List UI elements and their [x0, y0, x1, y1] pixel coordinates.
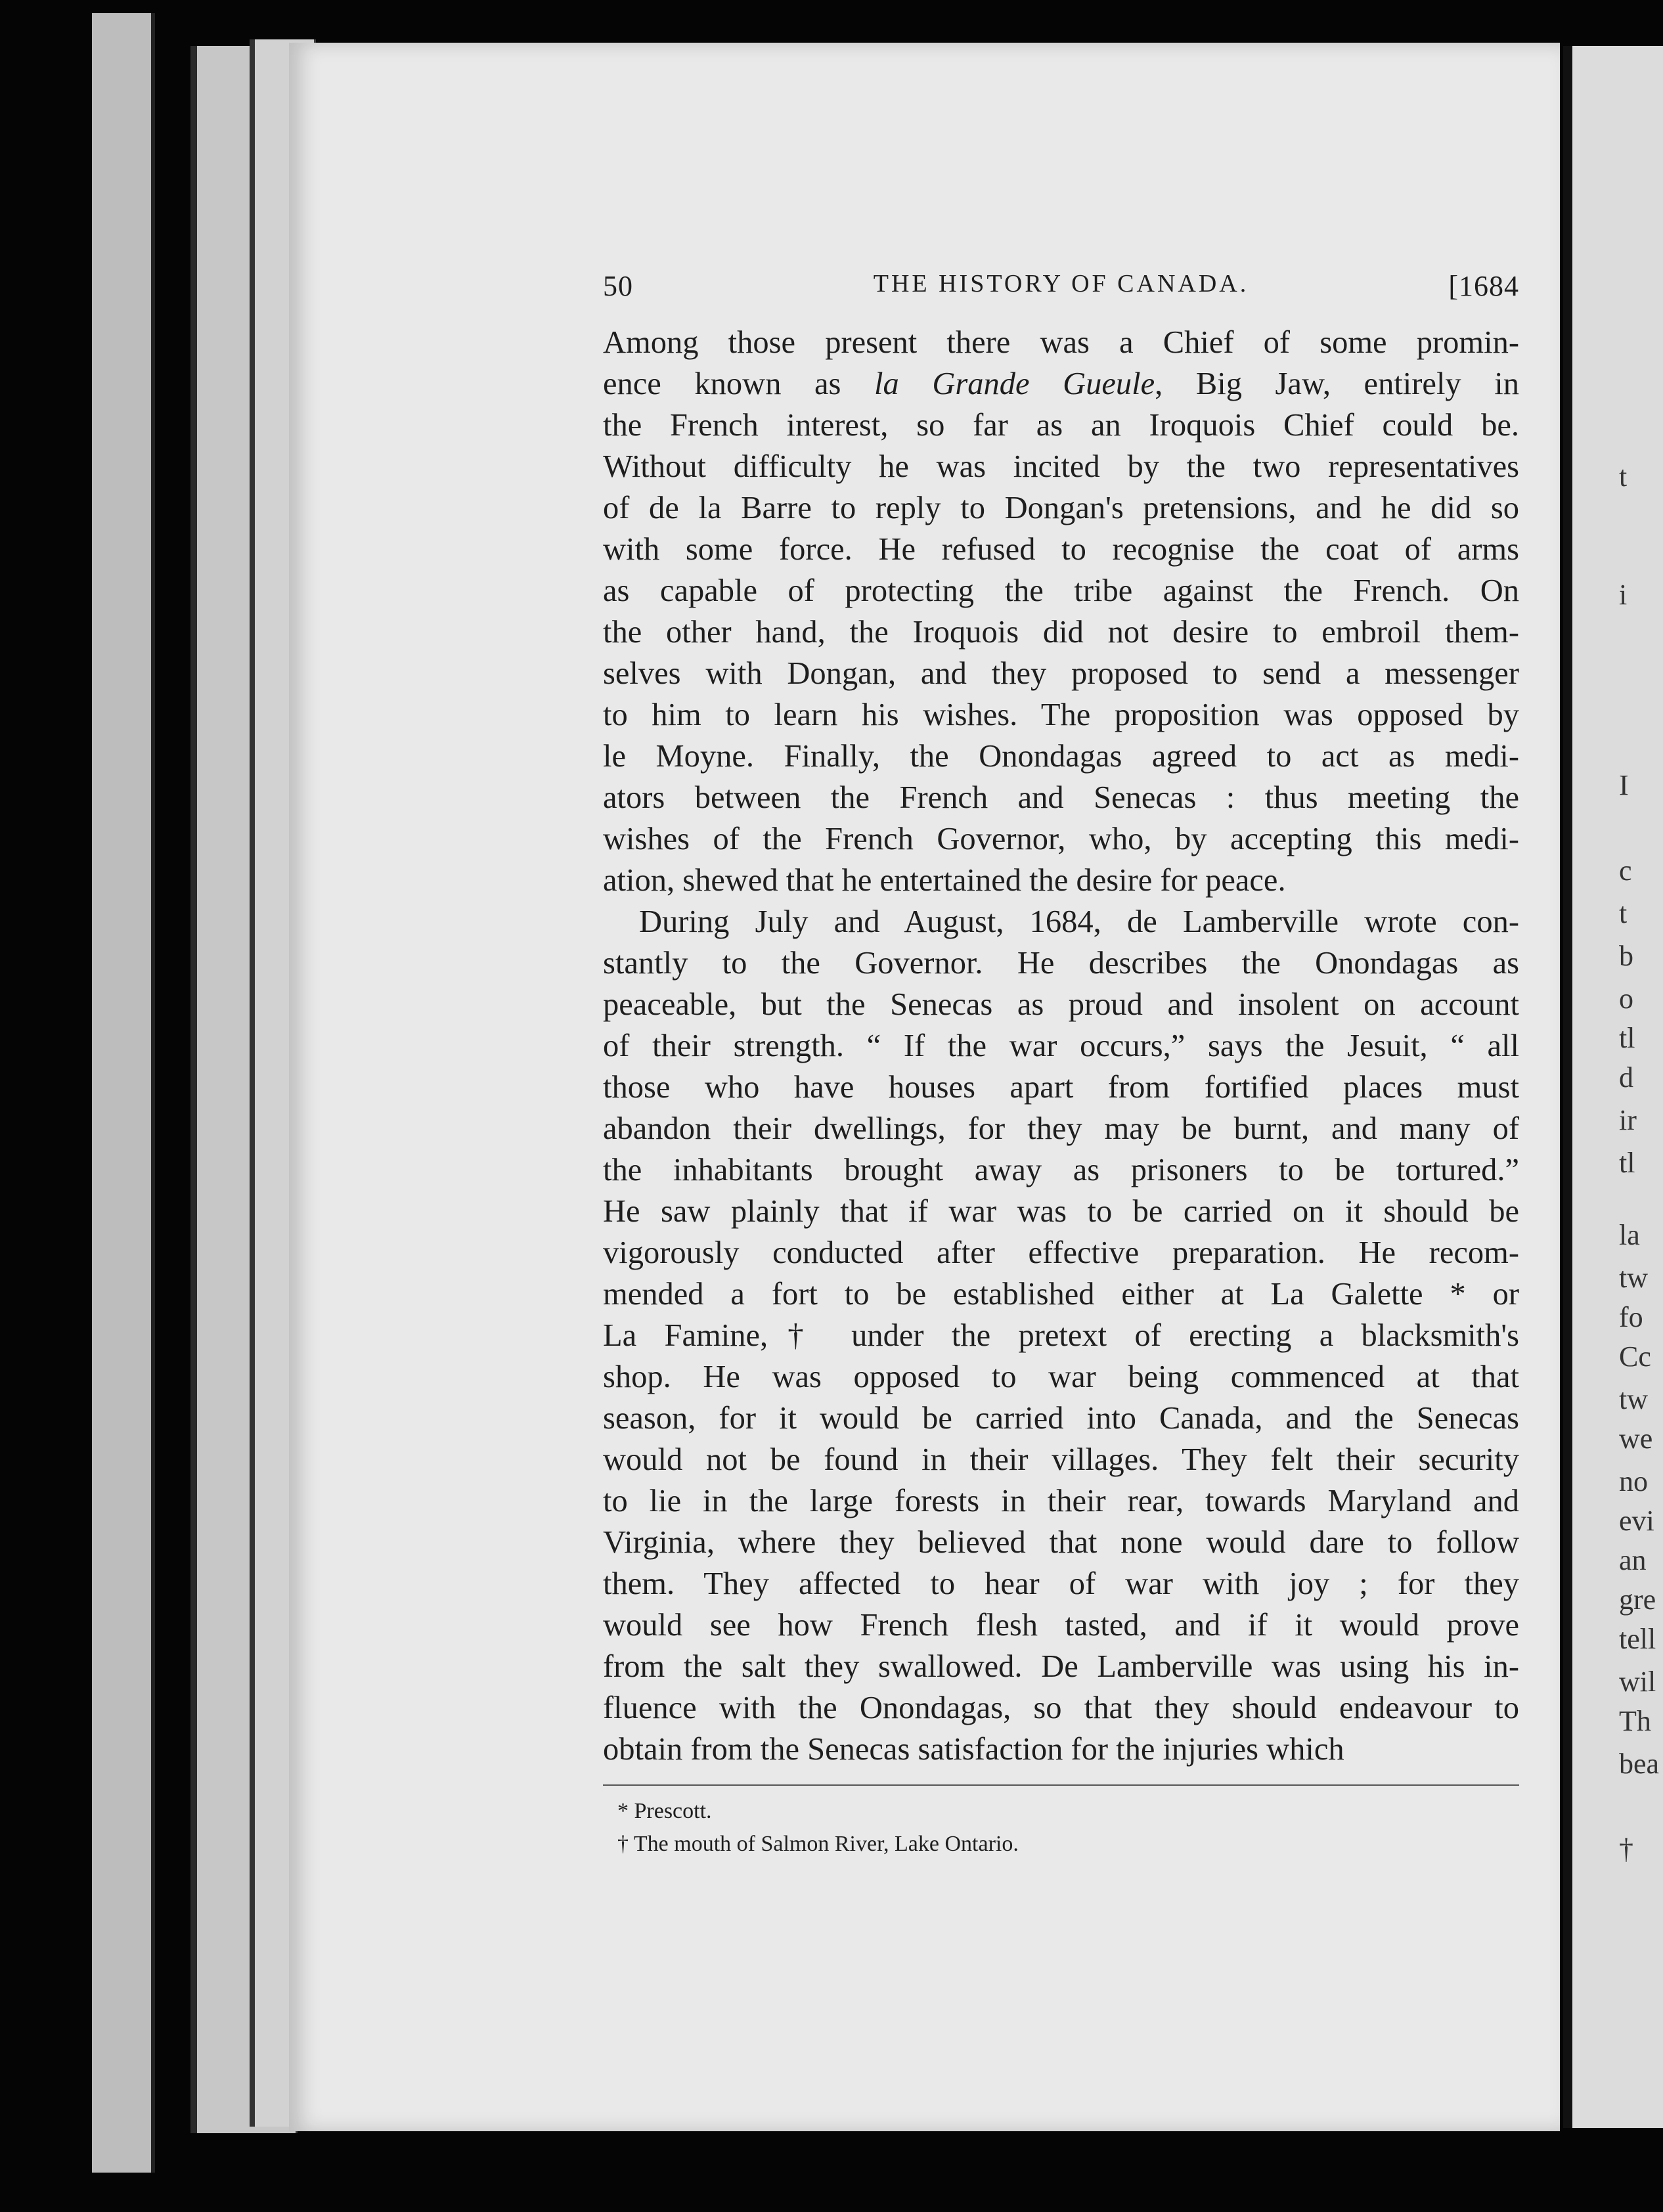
facing-page-fragment: c: [1619, 854, 1632, 887]
text-line: with some force. He refused to recognise the coat of arms: [603, 532, 1519, 567]
facing-page-fragment: b: [1619, 940, 1633, 972]
text-line: ence known as la Grande Gueule, Big Jaw, entirely in: [603, 366, 1519, 401]
facing-page-fragment: Th: [1619, 1705, 1651, 1737]
text-line: shop. He was opposed to war being commenced at that: [603, 1360, 1519, 1394]
facing-page-fragment: i: [1619, 579, 1628, 611]
text-line: season, for it would be carried into Canada, and the Senecas: [603, 1401, 1519, 1436]
text-line: Virginia, where they believed that none would dare to follow: [603, 1525, 1519, 1560]
facing-page-fragment: ir: [1619, 1104, 1637, 1136]
facing-page-fragment: I: [1619, 769, 1629, 801]
text-line: the other hand, the Iroquois did not desire to embroil them-: [603, 615, 1519, 650]
text-line: wishes of the French Governor, who, by accepting this medi-: [603, 822, 1519, 856]
page-edges-back: [92, 13, 155, 2173]
facing-page-fragment: we: [1619, 1423, 1653, 1455]
text-line: the French interest, so far as an Iroquois Chief could be.: [603, 408, 1519, 443]
text-line: Without difficulty he was incited by the two representatives: [603, 449, 1519, 484]
facing-page-fragment: tl: [1619, 1022, 1635, 1054]
facing-page-fragment: t: [1619, 460, 1628, 493]
facing-page-fragment: gre: [1619, 1583, 1656, 1616]
facing-page-fragment: an: [1619, 1544, 1647, 1576]
facing-page-fragment: t: [1619, 897, 1628, 929]
text-line: mended a fort to be established either at La Galette * or: [603, 1277, 1519, 1312]
footnote: * Prescott.: [617, 1799, 712, 1823]
facing-page-fragment: Cc: [1619, 1340, 1651, 1373]
text-line: would see how French flesh tasted, and if it would prove: [603, 1608, 1519, 1643]
text-line: them. They affected to hear of war with joy ; for they: [603, 1566, 1519, 1601]
text-line: peaceable, but the Senecas as proud and insolent on account: [603, 987, 1519, 1022]
facing-page-fragment: tell: [1619, 1623, 1656, 1655]
text-line: as capable of protecting the tribe against the French. On: [603, 573, 1519, 608]
text-line: ators between the French and Senecas : thus meeting the: [603, 780, 1519, 815]
text-line: fluence with the Onondagas, so that they should endeavour to: [603, 1691, 1519, 1725]
body-text: [603, 322, 1519, 1770]
text-line: to him to learn his wishes. The proposition was opposed by: [603, 697, 1519, 732]
text-line: those who have houses apart from fortified places must: [603, 1070, 1519, 1105]
footnote-rule: [603, 1784, 1519, 1786]
page-number: 50: [603, 270, 633, 302]
text-line: of their strength. “ If the war occurs,” says the Jesuit, “ all: [603, 1029, 1519, 1063]
text-line: le Moyne. Finally, the Onondagas agreed to act as medi-: [603, 739, 1519, 774]
running-title: THE HISTORY OF CANADA.: [873, 270, 1249, 298]
text-line: During July and August, 1684, de Lamberville wrote con-: [639, 904, 1519, 939]
running-head: [603, 269, 1519, 322]
facing-page-fragment: d: [1619, 1061, 1633, 1094]
text-line: to lie in the large forests in their rear, towards Maryland and: [603, 1484, 1519, 1518]
facing-page-fragment: evi: [1619, 1505, 1654, 1537]
facing-page-fragment: fo: [1619, 1301, 1643, 1333]
text-line: He saw plainly that if war was to be carried on it should be: [603, 1194, 1519, 1229]
text-line: from the salt they swallowed. De Lamberville was using his in-: [603, 1649, 1519, 1684]
facing-page-fragment: tw: [1619, 1383, 1648, 1415]
facing-page-fragment: la: [1619, 1219, 1640, 1251]
text-line: stantly to the Governor. He describes the Onondagas as: [603, 946, 1519, 981]
text-line: La Famine,† under the pretext of erecting a blacksmith's: [603, 1318, 1519, 1353]
page-text-block: [603, 269, 1519, 1861]
facing-page-fragment: wil: [1619, 1666, 1656, 1698]
text-line: the inhabitants brought away as prisoners to be tortured.”: [603, 1153, 1519, 1187]
text-line: vigorously conducted after effective preparation. He recom-: [603, 1235, 1519, 1270]
text-line: ation, shewed that he entertained the desire for peace.: [603, 863, 1286, 898]
facing-page-fragment: †: [1619, 1833, 1633, 1865]
text-line: would not be found in their villages. They felt their security: [603, 1442, 1519, 1477]
running-head-year: [1684: [1448, 270, 1519, 302]
facing-page-fragment: tw: [1619, 1262, 1648, 1294]
text-line: abandon their dwellings, for they may be burnt, and many of: [603, 1111, 1519, 1146]
text-line: obtain from the Senecas satisfaction for the injuries which: [603, 1732, 1344, 1767]
footnotes: [603, 1795, 1519, 1861]
facing-page-text-fragments: [1619, 0, 1663, 2212]
footnote: † The mouth of Salmon River, Lake Ontario.: [617, 1832, 1019, 1856]
text-line: Among those present there was a Chief of some promin-: [603, 325, 1519, 360]
facing-page-fragment: tl: [1619, 1147, 1635, 1179]
text-line: of de la Barre to reply to Dongan's pretensions, and he did so: [603, 491, 1519, 525]
facing-page-fragment: bea: [1619, 1748, 1660, 1780]
facing-page-fragment: no: [1619, 1465, 1648, 1497]
facing-page-fragment: o: [1619, 983, 1633, 1015]
text-line: selves with Dongan, and they proposed to send a messenger: [603, 656, 1519, 691]
